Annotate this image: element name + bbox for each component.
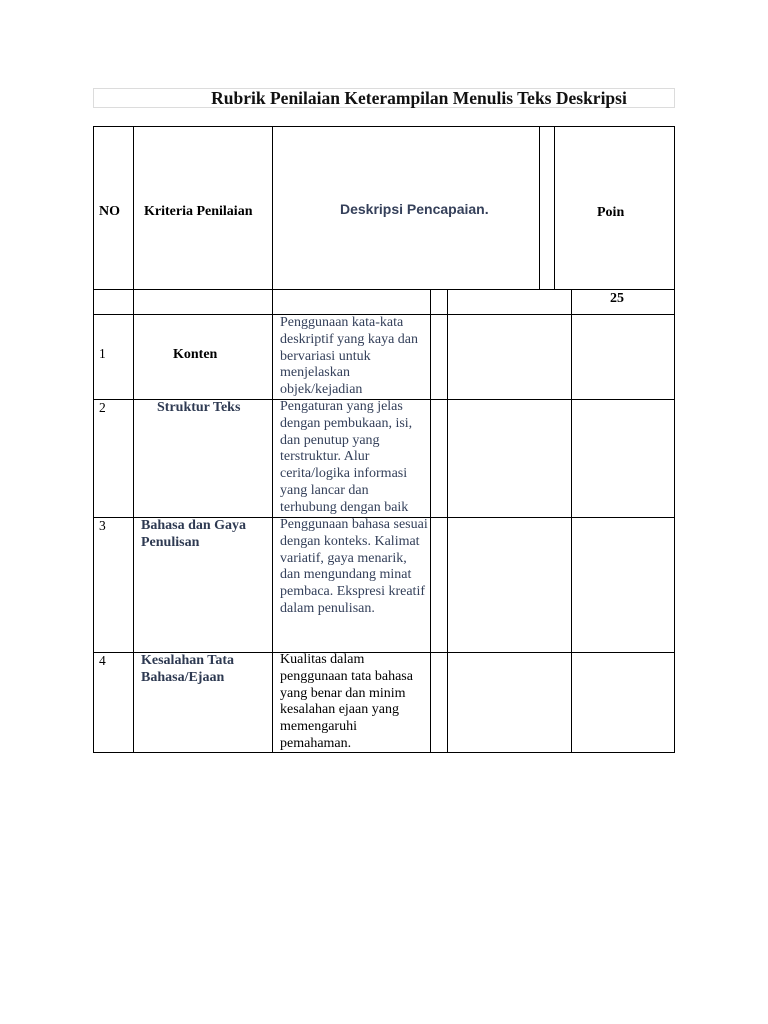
- column-divider: [133, 126, 134, 753]
- header-poin: Poin: [597, 205, 625, 220]
- score-value: 25: [610, 291, 624, 306]
- description-text: Kualitas dalam penggunaan tata bahasa yang benar dan minim kesalahan ejaan yang memengaruhi pemahaman.: [280, 652, 413, 751]
- column-divider: [430, 289, 431, 753]
- header-kriteria: Kriteria Penilaian: [144, 204, 253, 219]
- criteria-label: Kesalahan Tata Bahasa/Ejaan: [141, 653, 234, 685]
- row-divider: [93, 289, 675, 290]
- row-number: 4: [99, 653, 106, 668]
- column-divider: [539, 126, 540, 290]
- table-border-left: [93, 126, 94, 753]
- row-number: 2: [99, 400, 106, 415]
- column-divider: [554, 126, 555, 290]
- table-border-right: [674, 126, 675, 753]
- criteria-label: Struktur Teks: [157, 400, 241, 415]
- description-text: Pengaturan yang jelas dengan pembukaan, isi, dan penutup yang terstruktur. Alur cerita/logika informasi yang lancar dan terhubung dengan baik: [280, 399, 413, 515]
- header-deskripsi: Deskripsi Pencapaian.: [340, 201, 489, 217]
- description-text: Penggunaan bahasa sesuai dengan konteks. Kalimat variatif, gaya menarik, dan mengundang minat pembaca. Ekspresi kreatif dalam penulisan.: [280, 517, 428, 616]
- row-number: 1: [99, 346, 106, 361]
- description-text: Penggunaan kata-kata deskriptif yang kaya dan bervariasi untuk menjelaskan objek/kejadian: [280, 315, 419, 398]
- header-no: NO: [99, 204, 120, 219]
- table-border-top: [93, 126, 675, 127]
- criteria-label: Bahasa dan Gaya Penulisan: [141, 518, 247, 550]
- criteria-label: Konten: [173, 347, 218, 362]
- column-divider: [272, 126, 273, 753]
- row-number: 3: [99, 518, 106, 533]
- document-title: Rubrik Penilaian Keterampilan Menulis Teks Deskripsi: [93, 88, 675, 108]
- column-divider: [571, 289, 572, 753]
- column-divider: [447, 289, 448, 753]
